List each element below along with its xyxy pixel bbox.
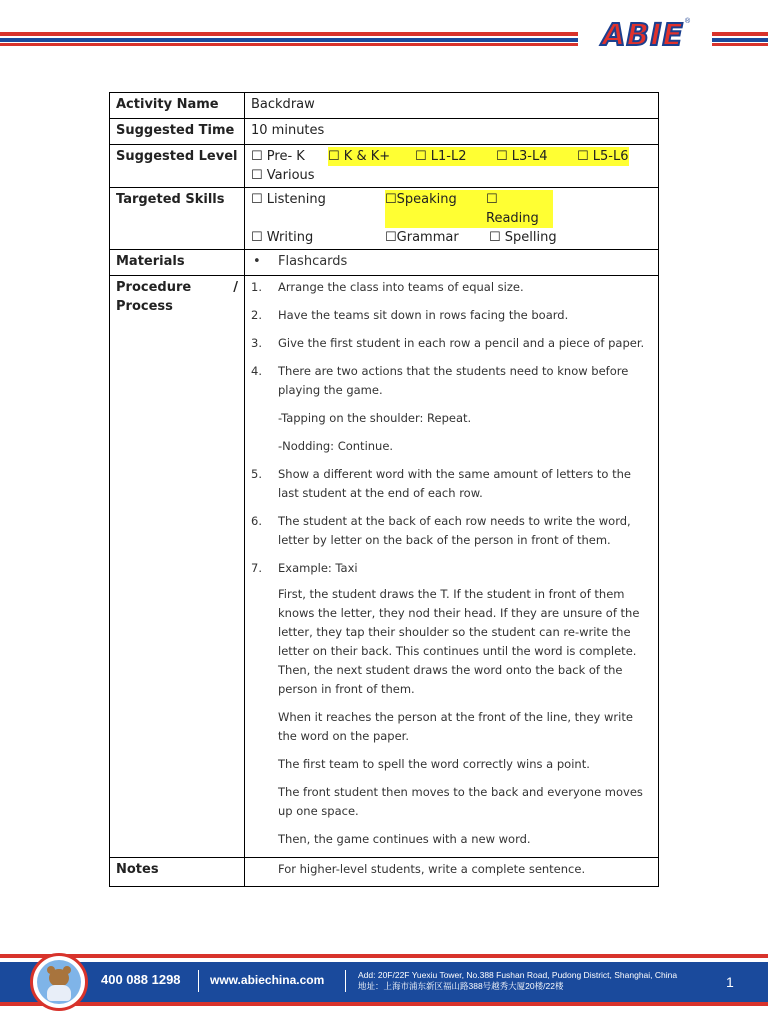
step-4-note-tap: -Tapping on the shoulder: Repeat. [278, 411, 472, 425]
step-text: Show a different word with the same amount of letters to the last student at the end of each row. [278, 467, 631, 500]
skill-option-reading[interactable] [486, 190, 553, 228]
abie-logo: ABIE [602, 18, 684, 53]
example-paragraph: The first team to spell the word correctly wins a point. [278, 757, 590, 771]
bear-mascot-logo [30, 953, 88, 1011]
materials-label: Materials [110, 250, 245, 276]
activity-plan-table [109, 92, 659, 887]
footer-divider [345, 970, 346, 992]
step-7 [251, 559, 652, 578]
example-paragraph: The front student then moves to the back and everyone moves up one space. [278, 785, 643, 818]
row-targeted-skills [110, 188, 659, 250]
example-paragraph: First, the student draws the T. If the student in front of them knows the letter, they nod their head. If they are unsure of the letter, they tap their shoulder so the student can re-write the letter on their back. This continues until the word is complete. Then, the next student draws the word onto the back of the person in front of them. [278, 587, 640, 696]
footer-address-cn: 地址：上海市浦东新区福山路388号越秀大厦20楼/22楼 [358, 981, 564, 991]
procedure-label-slash: / [233, 280, 238, 295]
notes-label: Notes [110, 858, 245, 887]
mascot-background [37, 960, 81, 1004]
footer-address [358, 970, 677, 992]
level-option-l3l4[interactable] [496, 147, 577, 166]
step-text: The student at the back of each row needs to write the word, letter by letter on the back of the person in front of them. [278, 514, 631, 547]
step-3 [251, 334, 652, 353]
level-option-l1l2[interactable] [415, 147, 496, 166]
procedure-list [251, 276, 652, 400]
row-procedure [110, 276, 659, 858]
footer-divider [198, 970, 199, 992]
notes-value [245, 858, 659, 887]
level-option-l5l6-text: ☐ L5-L6 [577, 149, 629, 164]
step-number: 3. [251, 336, 262, 350]
level-option-l3l4-text: ☐ L3-L4 [496, 149, 548, 164]
step-2 [251, 306, 652, 325]
step-number: 1. [251, 280, 262, 294]
skill-option-spelling[interactable]: ☐ Spelling [489, 230, 557, 245]
step-4-note-nod: -Nodding: Continue. [278, 439, 394, 453]
header-stripe-blue-right [712, 38, 768, 42]
step-text: Give the first student in each row a pencil and a piece of paper. [278, 336, 645, 350]
level-option-various[interactable]: ☐ Various [251, 168, 315, 183]
footer-phone: 400 088 1298 [101, 972, 181, 987]
step-number: 6. [251, 514, 262, 528]
step-text: There are two actions that the students need to know before playing the game. [278, 364, 629, 397]
row-suggested-time [110, 119, 659, 145]
step-1 [251, 278, 652, 297]
suggested-time-label: Suggested Time [110, 119, 245, 145]
step-4 [251, 362, 652, 400]
step-text: Have the teams sit down in rows facing the board. [278, 308, 569, 322]
footer-address-en: Add: 20F/22F Yuexiu Tower, No.388 Fushan Road, Pudong District, Shanghai, China [358, 970, 678, 980]
suggested-time-value: 10 minutes [245, 119, 659, 145]
procedure-label-text: Procedure [116, 280, 192, 295]
example-paragraph: When it reaches the person at the front of the line, they write the word on the paper. [278, 710, 633, 743]
materials-list [245, 250, 659, 276]
header-stripe-red-right [712, 32, 768, 36]
footer-stripe-red-bottom [0, 1002, 768, 1006]
skill-option-listening[interactable]: ☐ Listening [251, 192, 326, 207]
procedure-label [110, 276, 245, 858]
level-option-prek[interactable]: ☐ Pre- K [251, 149, 305, 164]
procedure-steps [245, 276, 659, 858]
row-suggested-level [110, 145, 659, 188]
procedure-list-continued [251, 465, 652, 578]
level-option-k-text: ☐ K & K+ [328, 149, 391, 164]
targeted-skills-options [245, 188, 659, 250]
step-text: Arrange the class into teams of equal size. [278, 280, 524, 294]
skill-option-grammar[interactable]: ☐Grammar [385, 230, 459, 245]
suggested-level-label: Suggested Level [110, 145, 245, 188]
step-number: 2. [251, 308, 262, 322]
step-text: Example: Taxi [278, 561, 358, 575]
skill-option-writing[interactable]: ☐ Writing [251, 230, 314, 245]
level-option-l5l6[interactable] [577, 147, 629, 166]
header-stripe-red-left-2 [0, 43, 578, 46]
row-materials [110, 250, 659, 276]
row-notes [110, 858, 659, 887]
header-stripe-red-left [0, 32, 578, 36]
level-option-l1l2-text: ☐ L1-L2 [415, 149, 467, 164]
activity-name-value: Backdraw [245, 93, 659, 119]
activity-name-label: Activity Name [110, 93, 245, 119]
step-number: 7. [251, 561, 262, 575]
header-stripe-red-right-2 [712, 43, 768, 46]
materials-item-text: Flashcards [278, 254, 348, 269]
bullet-icon: • [253, 254, 261, 269]
row-activity-name [110, 93, 659, 119]
skill-option-speaking[interactable] [385, 190, 486, 228]
step-number: 5. [251, 467, 262, 481]
bear-body-icon [47, 985, 71, 1001]
notes-text: For higher-level students, write a complete sentence. [278, 862, 586, 876]
header-stripe-blue-left [0, 38, 578, 42]
targeted-skills-label: Targeted Skills [110, 188, 245, 250]
registered-mark: ® [685, 18, 691, 25]
skill-option-reading-text: ☐ Reading [486, 192, 539, 226]
step-number: 4. [251, 364, 262, 378]
skill-option-speaking-text: ☐Speaking [385, 192, 457, 207]
page-number: 1 [726, 974, 734, 990]
example-paragraph: Then, the game continues with a new word. [278, 832, 531, 846]
example-paragraphs [251, 585, 652, 849]
materials-item [251, 252, 652, 271]
procedure-label-process: Process [116, 299, 173, 314]
suggested-level-options [245, 145, 659, 188]
step-5 [251, 465, 652, 503]
step-6 [251, 512, 652, 550]
footer-website-link[interactable]: www.abiechina.com [210, 973, 325, 987]
level-option-k[interactable] [328, 147, 415, 166]
